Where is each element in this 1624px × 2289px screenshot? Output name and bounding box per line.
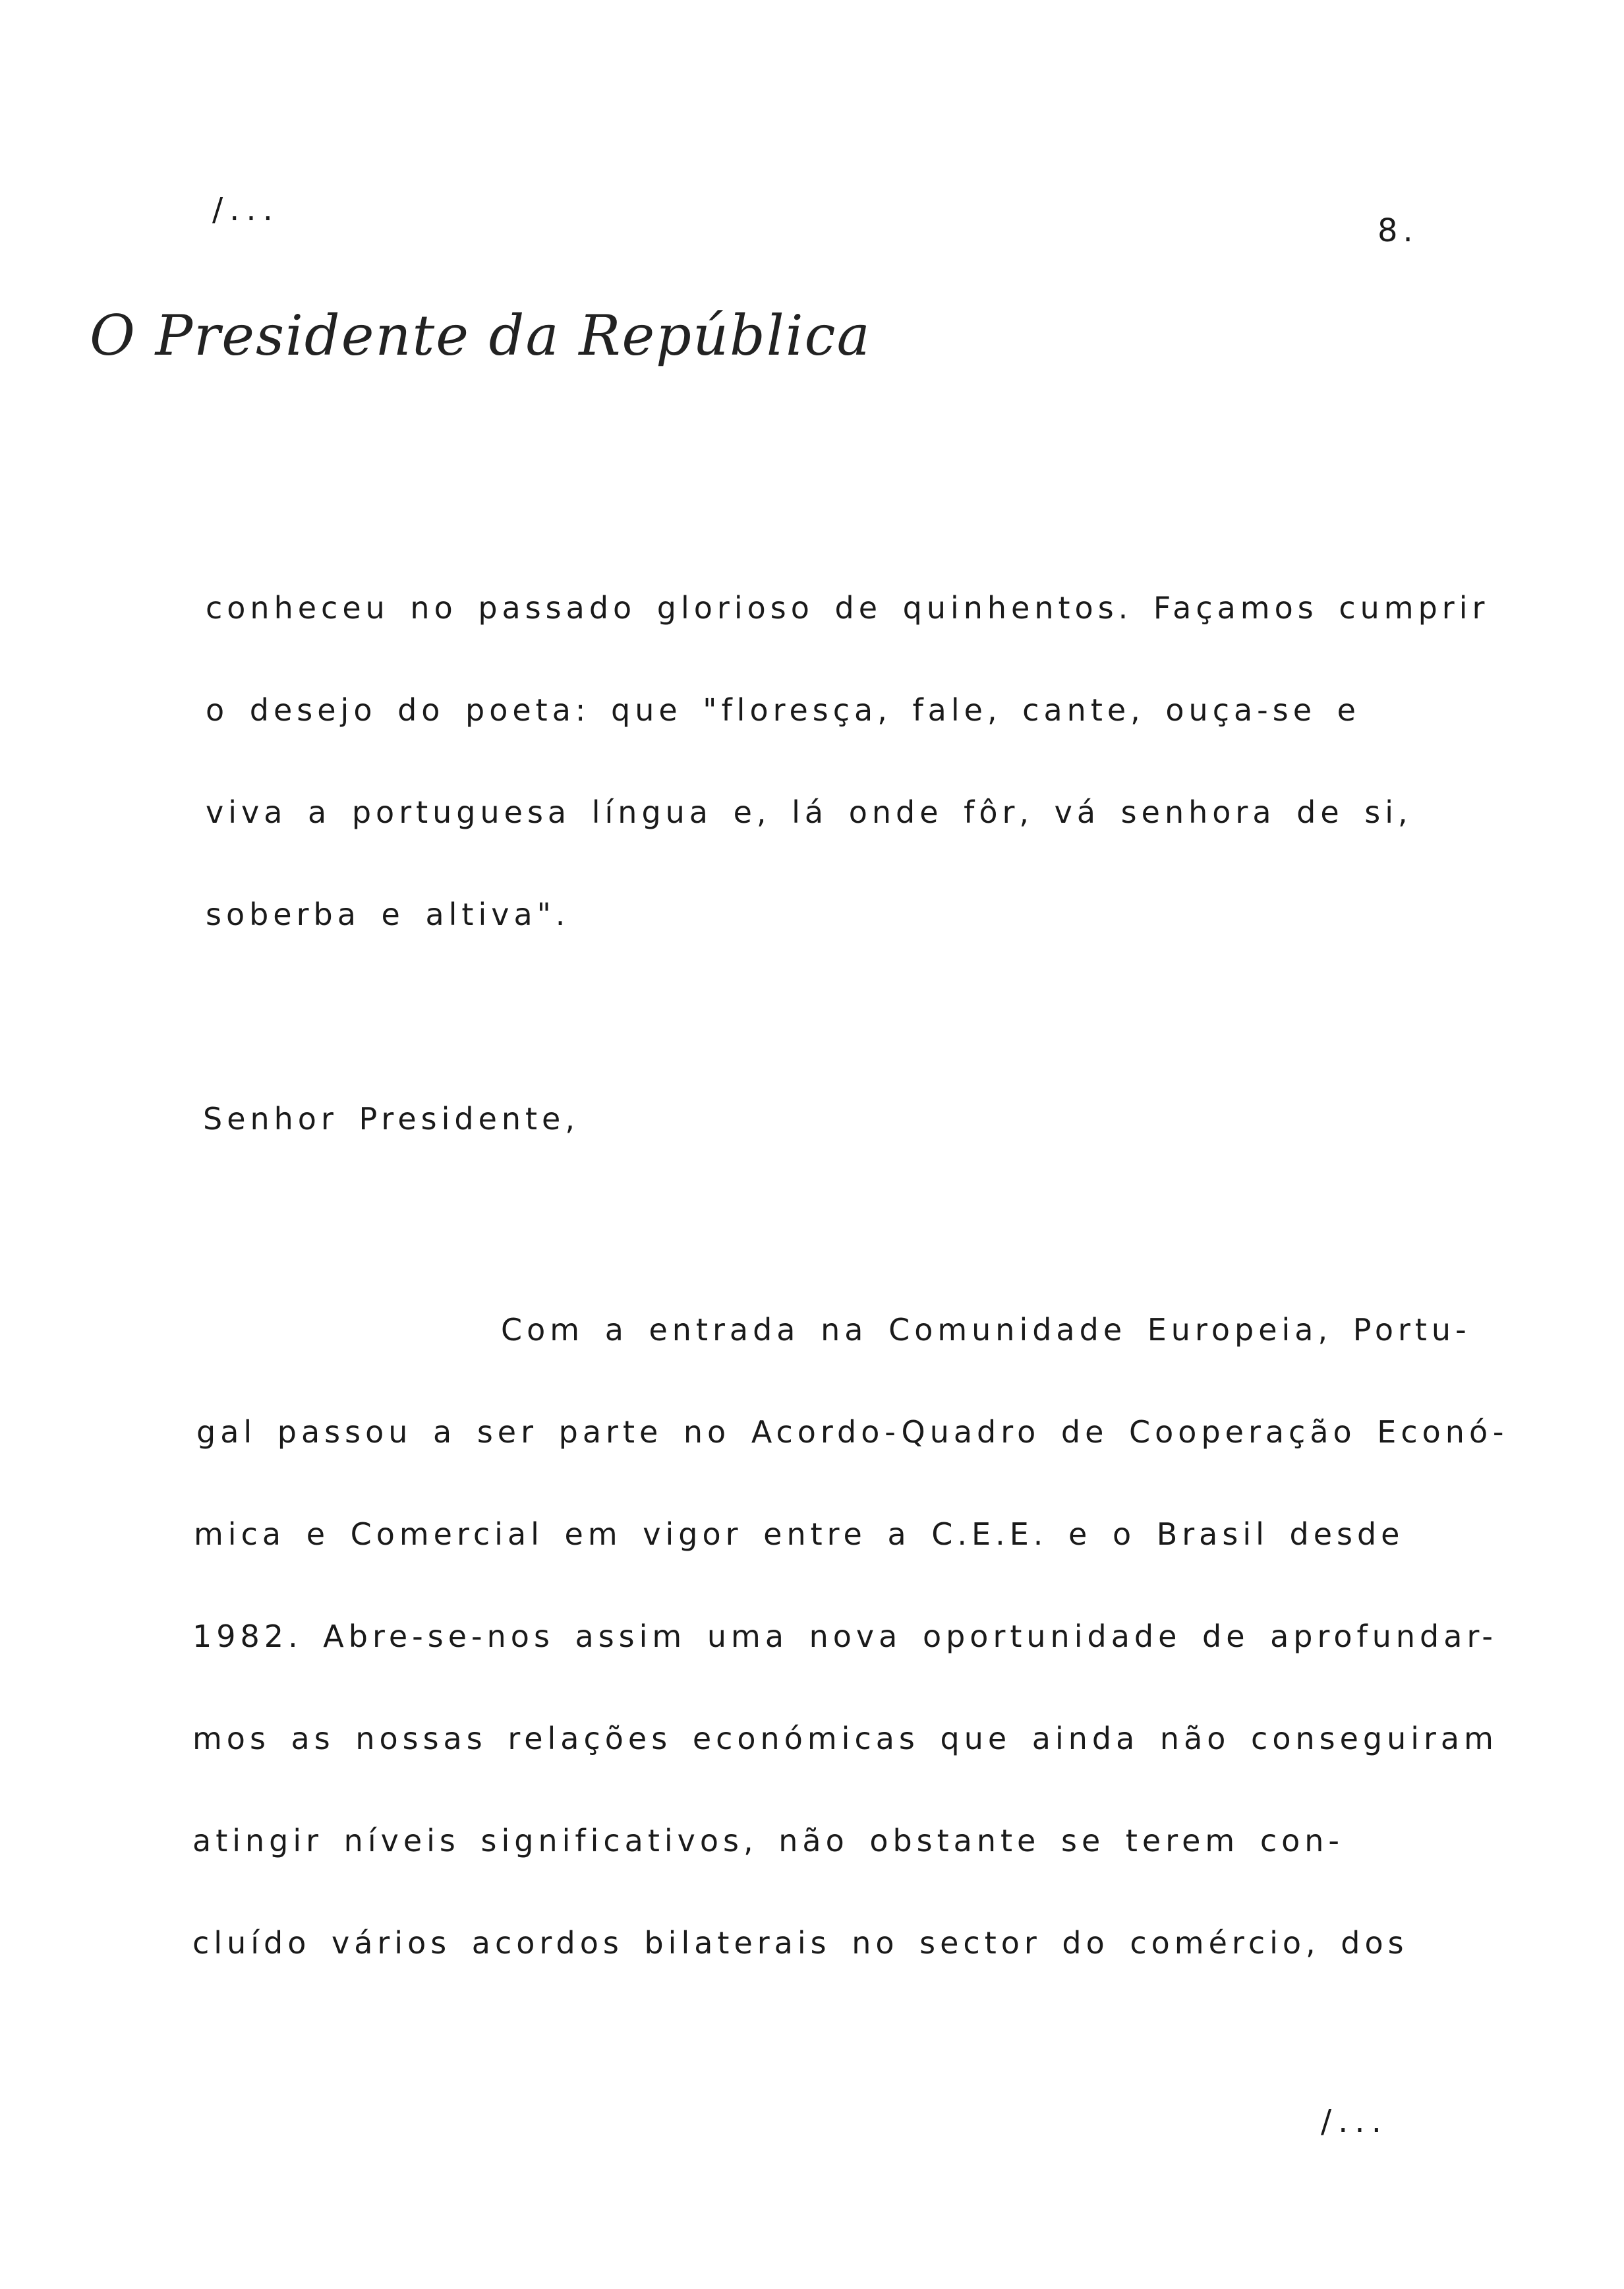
body-line: gal passou a ser parte no Acordo-Quadro de Cooperação Econó- (196, 1414, 1509, 1450)
body-line: viva a portuguesa língua e, lá onde fôr, vá senhora de si, (206, 794, 1412, 830)
top-continuation-mark: /... (212, 191, 279, 228)
body-line: cluído vários acordos bilaterais no sector do comércio, dos (192, 1925, 1408, 1961)
body-line: mos as nossas relações económicas que ainda não conseguiram (192, 1721, 1498, 1756)
letterhead: O Presidente da República (90, 303, 871, 368)
salutation: Senhor Presidente, (203, 1101, 579, 1137)
page-number: 8. (1378, 212, 1418, 249)
body-line: mica e Comercial em vigor entre a C.E.E. e o Brasil desde (194, 1516, 1405, 1552)
body-line: 1982. Abre-se-nos assim uma nova oportunidade de aprofundar- (192, 1619, 1498, 1654)
body-line: atingir níveis significativos, não obstante se terem con- (192, 1823, 1345, 1858)
body-line: soberba e altiva". (206, 897, 570, 932)
bottom-continuation-mark: /... (1321, 2103, 1388, 2140)
body-line: Com a entrada na Comunidade Europeia, Portu- (501, 1312, 1471, 1348)
body-line: conheceu no passado glorioso de quinhentos. Façamos cumprir (206, 590, 1490, 626)
body-line: o desejo do poeta: que "floresça, fale, cante, ouça-se e (206, 692, 1360, 728)
